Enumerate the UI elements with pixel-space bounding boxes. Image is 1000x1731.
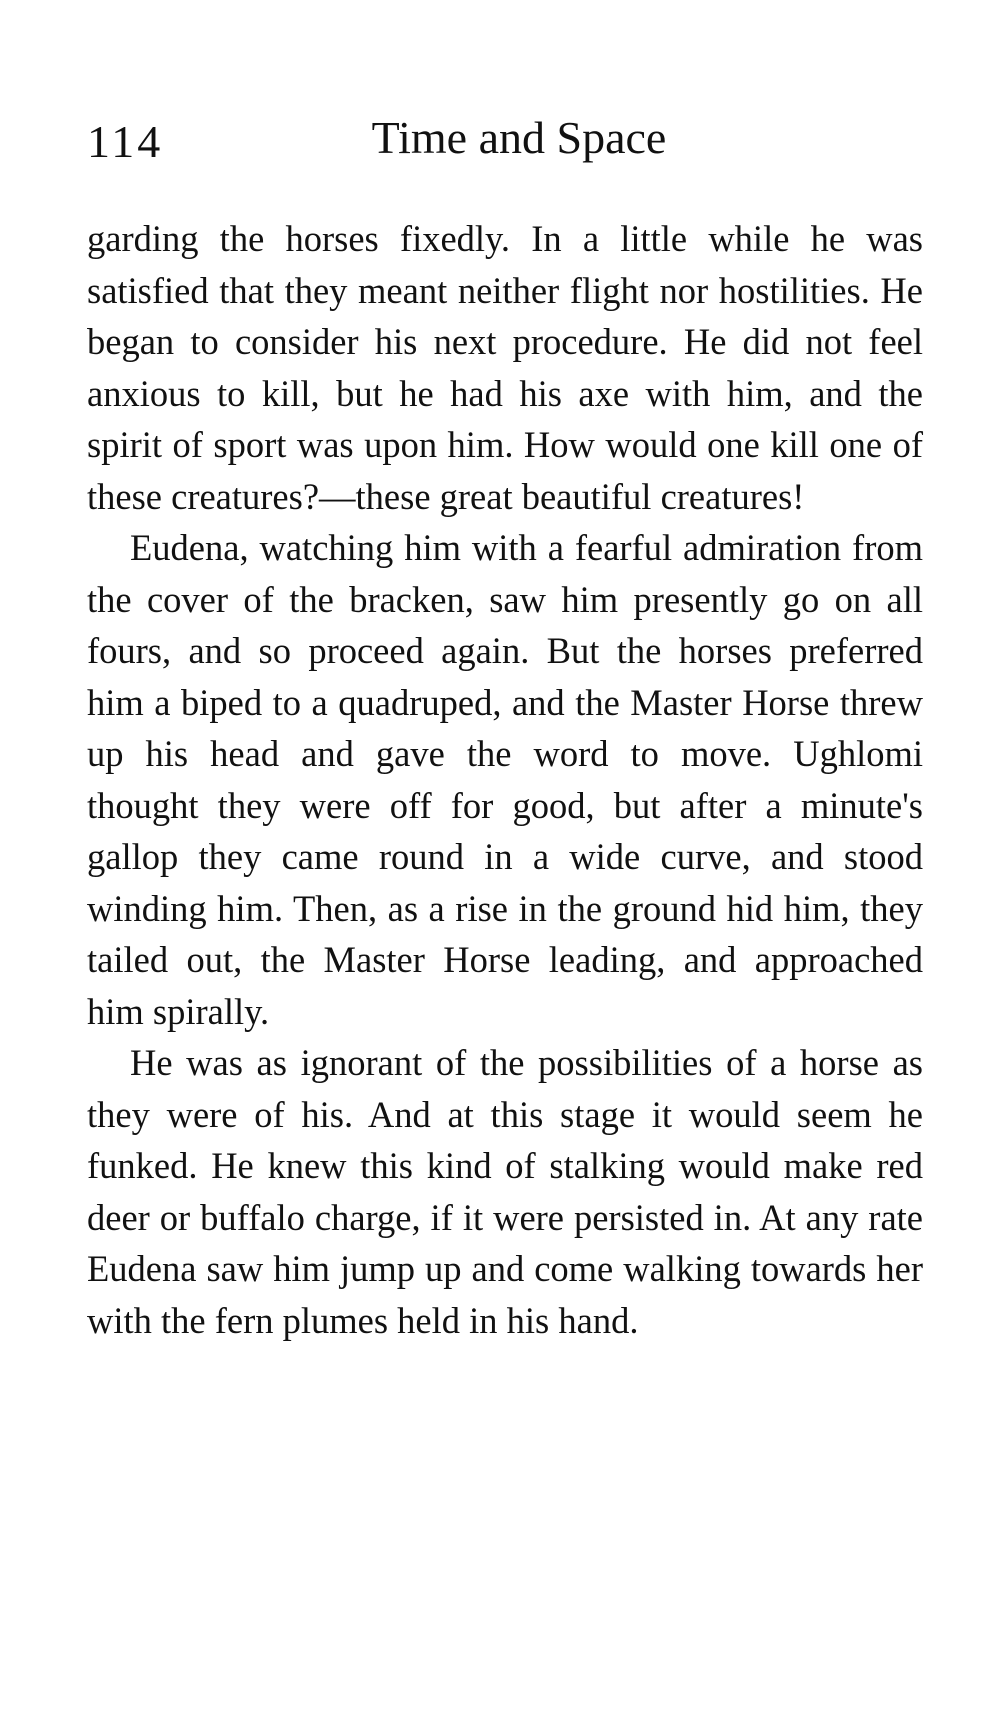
body-text: [87, 213, 923, 1346]
paragraph-continued: garding the horses fixedly. In a little while he was satisfied that they meant neither flight nor hostilities. He began to consider his next procedure. He did not feel anxious to kill, but he had his axe with him, and the spirit of sport was upon him. How would one kill one of these creatures?—these great beautiful creatures!: [87, 218, 923, 517]
paragraph: He was as ignorant of the possibilities of a horse as they were of his. And at this stage it would seem he funked. He knew this kind of stalking would make red deer or buffalo charge, if it were persisted in. At any rate Eudena saw him jump up and come walking towards her with the fern plumes held in his hand.: [87, 1042, 923, 1341]
running-title: Time and Space: [371, 112, 667, 163]
paragraph: Eudena, watching him with a fearful admiration from the cover of the bracken, saw him presently go on all fours, and so proceed again. But the horses preferred him a biped to a quadruped, and the Master Horse threw up his head and gave the word to move. Ughlomi thought they were off for good, but after a minute's gallop they came round in a wide curve, and stood winding him. Then, as a rise in the ground hid him, they tailed out, the Master Horse leading, and approached him spirally.: [87, 527, 923, 1032]
running-head: [87, 108, 923, 178]
page-number: 114: [87, 116, 164, 167]
